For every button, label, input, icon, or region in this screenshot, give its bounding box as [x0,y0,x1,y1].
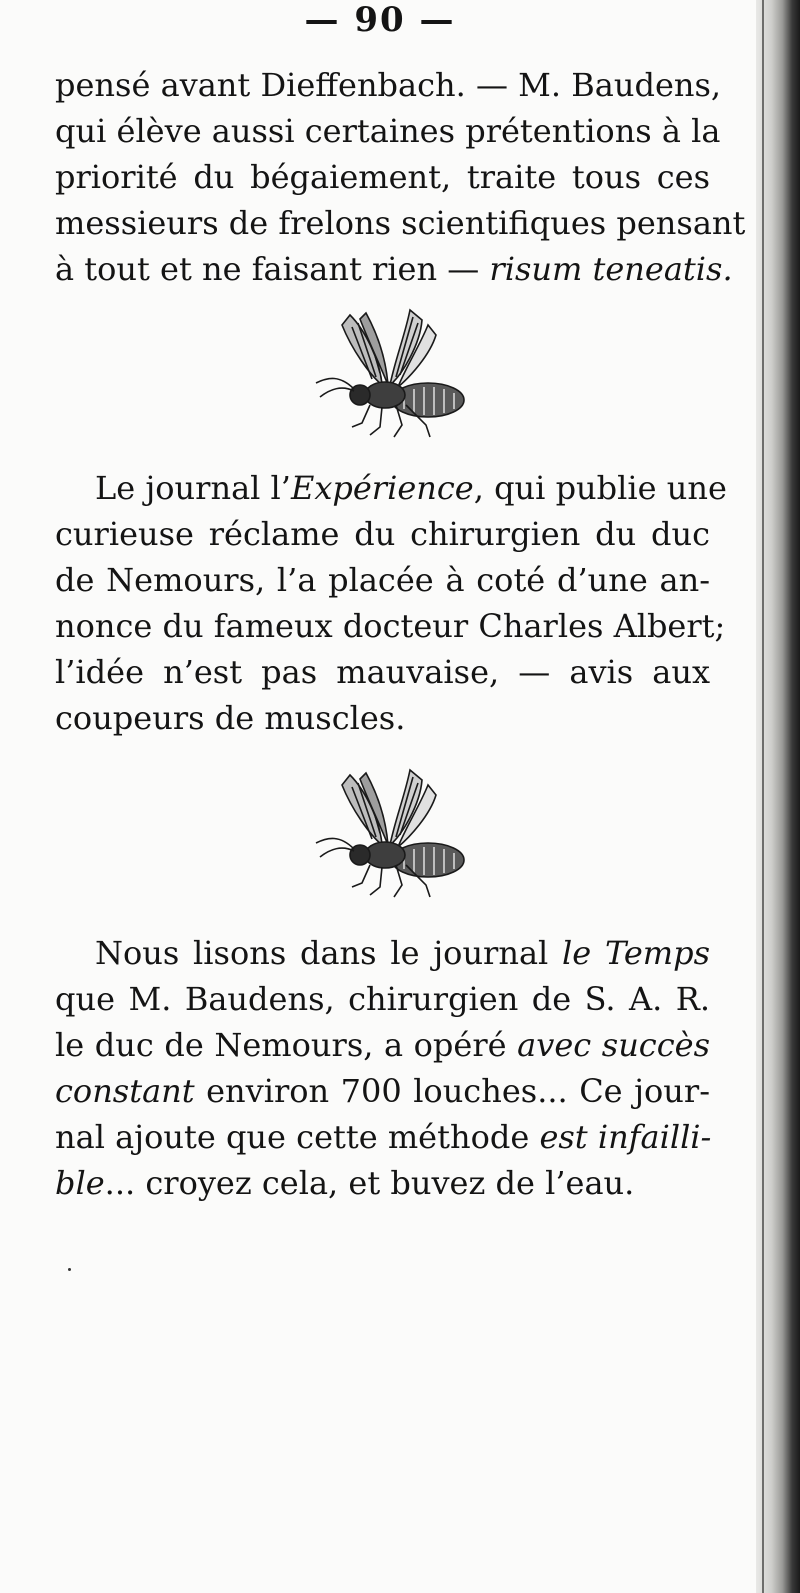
wasp-engraving-icon [310,305,470,445]
text-line [55,1114,710,1160]
text-line: l’idée n’est pas mauvaise, — avis aux [55,653,710,691]
text-line: pensé avant Dieffenbach. — M. Baudens, [55,66,722,104]
text-line-start: le duc de Nemours, a opéré [55,1026,518,1064]
text-line [55,246,733,292]
journal-title: Expérience [290,469,474,507]
italic-phrase: est infailli- [539,1118,712,1156]
wasp-engraving-icon [310,765,470,905]
text-line-start: Le journal l’ [95,469,291,507]
text-line [55,1160,710,1206]
text-line [55,1022,710,1068]
text-line: que M. Baudens, chirurgien de S. A. R. [55,980,710,1018]
ink-speck [68,1268,71,1271]
text-line-end: ... croyez cela, et buvez de l’eau. [104,1164,635,1202]
text-line-start: Nous lisons dans le journal [95,934,563,972]
text-line [55,930,710,976]
text-line [55,465,727,511]
text-line: curieuse réclame du chirurgien du duc [55,515,710,553]
text-line-start: nal ajoute que cette méthode [55,1118,540,1156]
text-line: priorité du bégaiement, traite tous ces [55,158,710,196]
text-line-body: à tout et ne faisant rien — [55,250,480,288]
text-line: de Nemours, l’a placée à coté d’une an- [55,561,710,599]
text-line: qui élève aussi certaines prétentions à la [55,112,721,150]
italic-phrase: constant [55,1072,195,1110]
text-line: coupeurs de muscles. [55,699,406,737]
italic-phrase: ble [55,1164,105,1202]
page-number: — 90 — [304,0,456,40]
paragraph-3 [55,930,710,1206]
italic-latin-phrase: risum teneatis. [489,250,733,288]
text-line: nonce du fameux docteur Charles Albert; [55,607,726,645]
paragraph-1 [55,62,746,292]
page-edge-line [762,0,764,1593]
paragraph-2 [55,465,727,741]
text-line-end: environ 700 louches... Ce jour- [194,1072,710,1110]
text-line [55,1068,710,1114]
italic-phrase: avec succès [517,1026,711,1064]
journal-title: le Temps [562,934,711,972]
text-line: messieurs de frelons scientifiques pensant [55,204,746,242]
text-line-end: , qui publie une [473,469,727,507]
